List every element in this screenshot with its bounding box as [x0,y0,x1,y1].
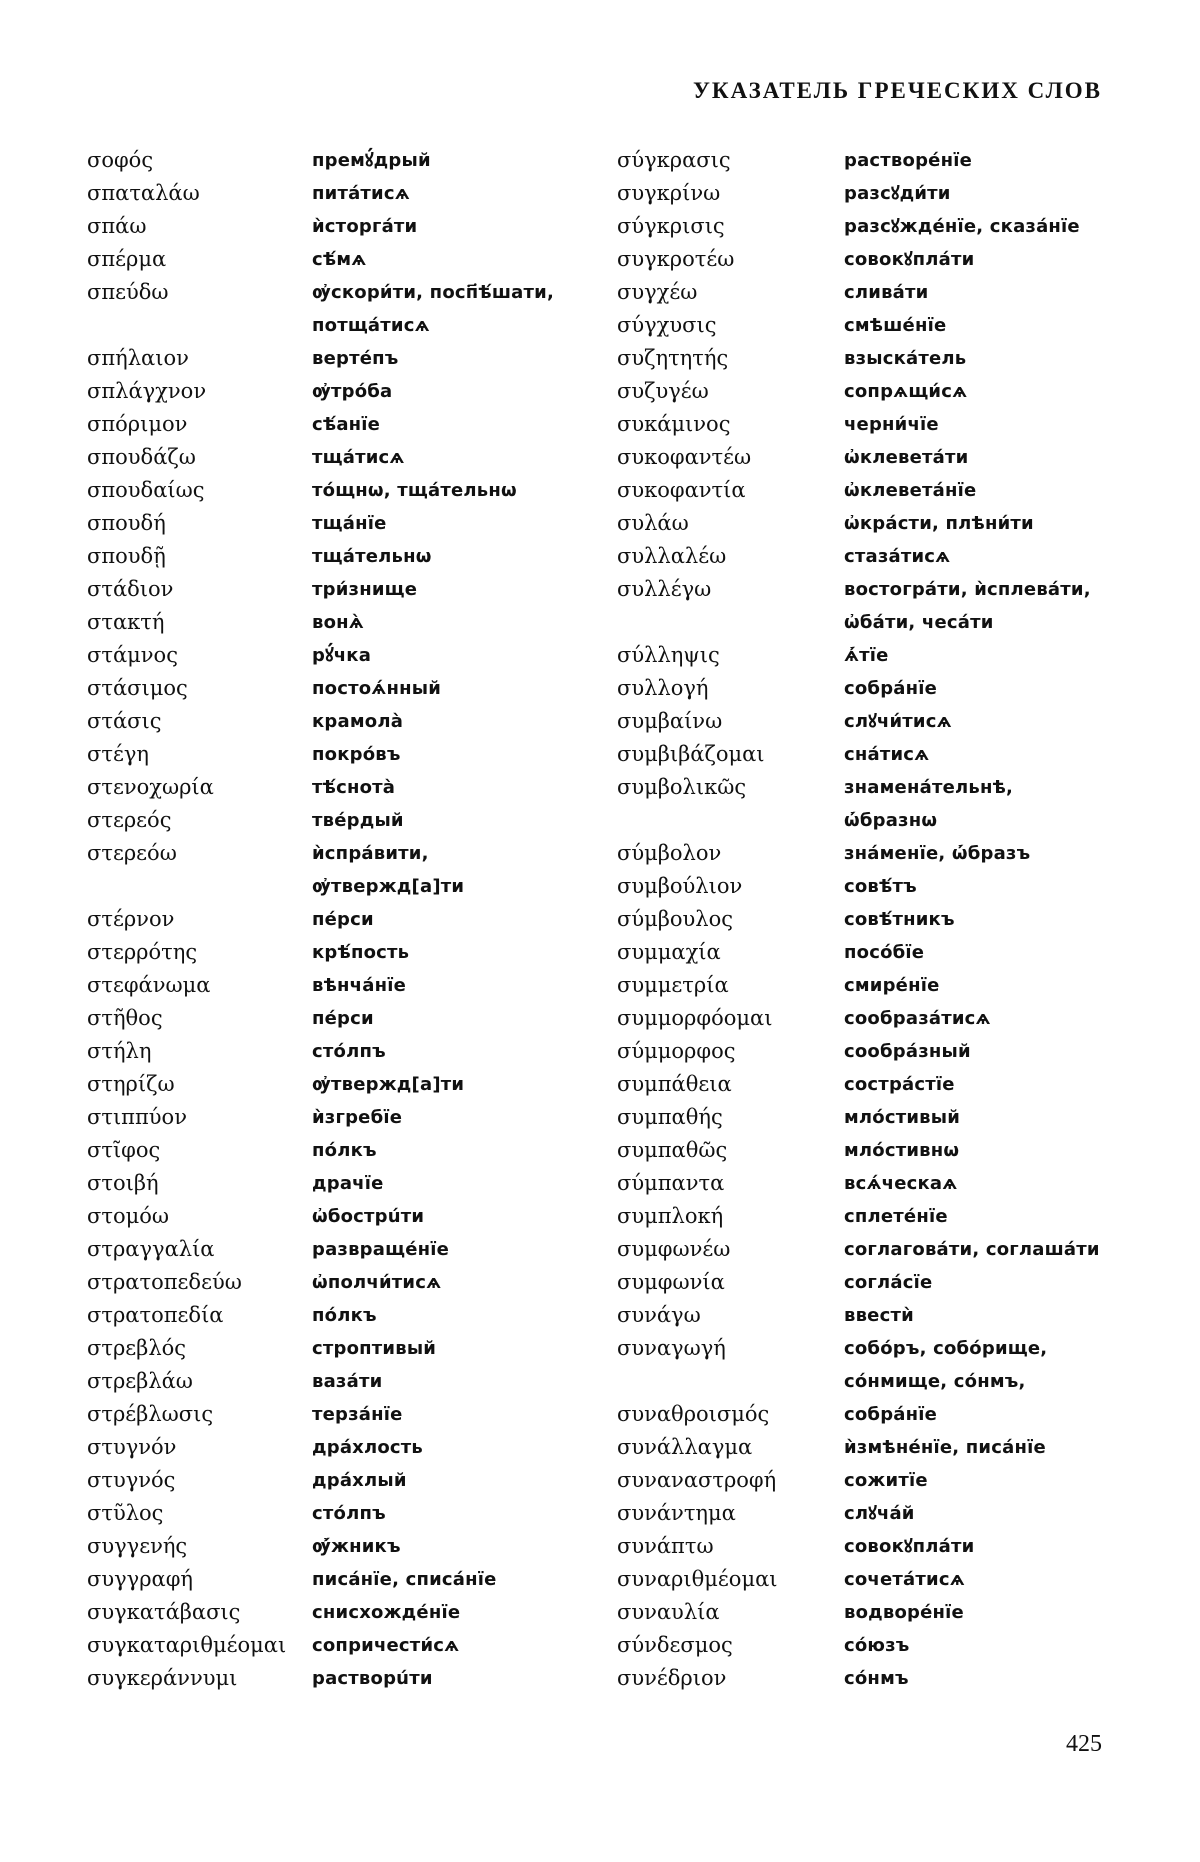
slavonic-gloss: дрáхлость [312,1437,424,1458]
greek-word: συκάμινος [617,412,731,436]
slavonic-gloss: ѹ҆твержд[а]ти [312,1074,465,1095]
slavonic-gloss: стóлпъ [312,1503,386,1524]
slavonic-gloss: сопричести́сѧ [312,1635,460,1656]
greek-word: συμμαχία [617,940,721,964]
slavonic-gloss: ѹ҆́жникъ [312,1536,401,1557]
greek-word: σύμπαντα [617,1171,725,1195]
slavonic-gloss: строптивый [312,1338,437,1359]
greek-word: συμβαίνω [617,709,723,733]
greek-word: συλάω [617,511,689,535]
slavonic-gloss: соглаговáти, соглашáти [844,1239,1100,1260]
greek-word: σύνδεσμος [617,1633,733,1657]
greek-word: σπαταλάω [87,181,200,205]
greek-word: στυγνόν [87,1435,177,1459]
slavonic-gloss: собрáнїе [844,678,938,699]
greek-word [617,1365,778,1398]
slavonic-gloss: слꙋчáй [844,1503,915,1524]
greek-word: συζυγέω [617,379,709,403]
slavonic-gloss: смѣшéнїе [844,315,947,336]
greek-word: στάσις [87,709,162,733]
greek-word: σύμμορφος [617,1039,736,1063]
slavonic-gloss: тѣ́снота̀ [312,777,396,798]
slavonic-gloss: ввестѝ [844,1305,914,1326]
slavonic-gloss: тщáтельнѡ [312,546,432,567]
slavonic-gloss: ѹ҆твержд[а]ти [312,876,465,897]
greek-word: συγκατάβασις [87,1600,241,1624]
greek-word: σύμβουλος [617,907,734,931]
greek-word: στήλη [87,1039,152,1063]
greek-word: στρέβλωσις [87,1402,214,1426]
greek-word: σύγκρισις [617,214,725,238]
slavonic-gloss: собóръ, собóрище, [844,1338,1048,1359]
greek-word: συκοφαντία [617,478,746,502]
slavonic-gloss: сообразáтисѧ [844,1008,991,1029]
slavonic-gloss: знáменїе, ѡ҆́бразъ [844,843,1031,864]
greek-word: στρεβλός [87,1336,187,1360]
slavonic-gloss: ѹ҆тро́ба [312,381,393,402]
slavonic-gloss: млóстивый [844,1107,961,1128]
slavonic-gloss: постоѧ́нный [312,678,442,699]
slavonic-gloss: терзáнїе [312,1404,403,1425]
greek-word: συνάγω [617,1303,701,1327]
greek-word: στάμνος [87,643,178,667]
slavonic-gloss: смирéнїе [844,975,940,996]
slavonic-gloss: ѝспрáвити, [312,843,429,864]
greek-word: συγχέω [617,280,698,304]
slavonic-gloss: сообрáзный [844,1041,971,1062]
slavonic-gloss: совѣ́тъ [844,876,917,897]
slavonic-gloss: сóюзъ [844,1635,910,1656]
slavonic-gloss: ѝзгребїе [312,1107,403,1128]
greek-word: συμμορφόομαι [617,1006,773,1030]
greek-word: συναναστροφή [617,1468,777,1492]
slavonic-gloss: ѡ҆клеветáнїе [844,480,977,501]
slavonic-gloss: тóщнѡ, тщáтельнѡ [312,480,517,501]
slavonic-gloss: востогрáти, ѝсплевáти, [844,579,1091,600]
greek-word: συγκεράννυμι [87,1666,238,1690]
slavonic-gloss: крѣ́пость [312,942,410,963]
greek-word: συνάλλαγμα [617,1435,753,1459]
greek-word: στῖφος [87,1138,161,1162]
slavonic-gloss: ѡ҆полчи́тисѧ [312,1272,442,1293]
greek-word: σύγχυσις [617,313,717,337]
slavonic-gloss: драчїе [312,1173,384,1194]
greek-word: συζητητής [617,346,729,370]
greek-word: σπουδάζω [87,445,196,469]
slavonic-gloss: ѝзмѣнéнїе, писáнїе [844,1437,1046,1458]
slavonic-gloss: слива́ти [844,282,929,303]
slavonic-gloss: тща́тисѧ [312,447,405,468]
slavonic-gloss: сопрѧщи́сѧ [844,381,968,402]
slavonic-gloss: посóбїе [844,942,925,963]
greek-word: στυγνός [87,1468,176,1492]
column-greek-left [87,144,286,1695]
slavonic-gloss: ѝсторгáти [312,216,418,237]
column-slavonic-right [844,144,1100,1695]
greek-word: σπόριμον [87,412,188,436]
slavonic-gloss: совѣ́тникъ [844,909,955,930]
slavonic-gloss: три́знище [312,579,418,600]
greek-word: συναριθμέομαι [617,1567,778,1591]
running-header: УКАЗАТЕЛЬ ГРЕЧЕСКИХ СЛОВ [693,78,1102,103]
greek-word: συμμετρία [617,973,729,997]
greek-word [617,606,778,639]
greek-word: στεφάνωμα [87,973,211,997]
slavonic-gloss: собрáнїе [844,1404,938,1425]
slavonic-gloss: черни́чїе [844,414,939,435]
greek-word [87,309,286,342]
slavonic-gloss: тщáнїе [312,513,387,534]
greek-word: στιππύον [87,1105,187,1129]
greek-word: συκοφαντέω [617,445,752,469]
slavonic-gloss: сочетáтисѧ [844,1569,965,1590]
slavonic-gloss: пéрси [312,909,374,930]
greek-word: συναθροισμός [617,1402,770,1426]
slavonic-gloss: стóлпъ [312,1041,386,1062]
greek-word: στάσιμος [87,676,188,700]
slavonic-gloss: ѹ҆скори́ти, посп҃ѣ́шати, [312,282,554,303]
slavonic-gloss: рꙋ́чка [312,645,372,666]
greek-word: στραγγαλία [87,1237,215,1261]
slavonic-gloss: совокꙋплáти [844,249,975,270]
slavonic-gloss: премꙋ́дрый [312,150,431,171]
slavonic-gloss: сострáстїе [844,1074,955,1095]
greek-word: σπέρμα [87,247,167,271]
slavonic-gloss: писáнїе, списáнїе [312,1569,497,1590]
slavonic-gloss: пóлкъ [312,1140,377,1161]
slavonic-gloss: питáтисѧ [312,183,410,204]
greek-word: συμβούλιον [617,874,743,898]
slavonic-gloss: растворéнїе [844,150,972,171]
greek-word: συνάπτω [617,1534,714,1558]
greek-word: στῦλος [87,1501,164,1525]
greek-word: συμφωνία [617,1270,725,1294]
column-greek-right [617,144,778,1695]
greek-word: στενοχωρία [87,775,214,799]
greek-word: συμπαθής [617,1105,723,1129]
slavonic-gloss: пéрси [312,1008,374,1029]
greek-word: σύμβολον [617,841,722,865]
greek-word: συμπαθῶς [617,1138,728,1162]
slavonic-gloss: сплетéнїе [844,1206,948,1227]
slavonic-gloss: пóлкъ [312,1305,377,1326]
slavonic-gloss: ѡ҆бáти, чесáти [844,612,994,633]
slavonic-gloss: снáтисѧ [844,744,930,765]
greek-word: συνέδριον [617,1666,727,1690]
greek-word: σπεύδω [87,280,169,304]
slavonic-gloss: сѣ́мѧ [312,249,367,270]
greek-word: σπήλαιον [87,346,189,370]
slavonic-gloss: взыскáтель [844,348,967,369]
greek-word: σοφός [87,148,154,172]
greek-word: στέρνον [87,907,175,931]
greek-word: σύλληψις [617,643,720,667]
slavonic-gloss: млóстивнѡ [844,1140,960,1161]
slavonic-gloss: вонѧ̀ [312,612,364,633]
slavonic-gloss: ѧ҆́тїе [844,645,889,666]
greek-word: συγγραφή [87,1567,194,1591]
greek-word: στακτή [87,610,165,634]
slavonic-gloss: потща́тисѧ [312,315,430,336]
greek-word: συγκροτέω [617,247,735,271]
greek-word: συναγωγή [617,1336,726,1360]
greek-word: σπουδαίως [87,478,205,502]
slavonic-gloss: вѣнчáнїе [312,975,406,996]
slavonic-gloss: всѧ́ческаѧ [844,1173,958,1194]
slavonic-gloss: сѣ́анїе [312,414,381,435]
slavonic-gloss: твéрдый [312,810,404,831]
slavonic-gloss: крамолà [312,711,404,732]
slavonic-gloss: ѡ҆клеветáти [844,447,969,468]
greek-word: στερεόω [87,841,177,865]
slavonic-gloss: покрóвъ [312,744,401,765]
greek-word: σπουδή [87,511,166,535]
slavonic-gloss: знаменáтельнѣ, [844,777,1014,798]
slavonic-gloss: дрáхлый [312,1470,407,1491]
slavonic-gloss: сожитїе [844,1470,928,1491]
greek-word: σύγκρασις [617,148,731,172]
slavonic-gloss: стазáтисѧ [844,546,951,567]
greek-word [87,870,286,903]
slavonic-gloss: соглáсїе [844,1272,933,1293]
slavonic-gloss: развращéнїе [312,1239,450,1260]
greek-word: σπλάγχνον [87,379,207,403]
column-slavonic-left [312,144,554,1695]
slavonic-gloss: совокꙋплáти [844,1536,975,1557]
greek-word: συμπάθεια [617,1072,732,1096]
greek-word: στομόω [87,1204,170,1228]
greek-word: συμβολικῶς [617,775,747,799]
greek-word: στερεός [87,808,172,832]
greek-word: συνάντημα [617,1501,736,1525]
slavonic-gloss: вертéпъ [312,348,399,369]
greek-word: σπάω [87,214,147,238]
greek-word: συμβιβάζομαι [617,742,765,766]
greek-word: συλλογή [617,676,709,700]
slavonic-gloss: сóнмище, сóнмъ, [844,1371,1026,1392]
slavonic-gloss: вазáти [312,1371,383,1392]
greek-word: συγγενής [87,1534,188,1558]
page-number: 425 [1066,1731,1102,1757]
slavonic-gloss: слꙋчи́тисѧ [844,711,952,732]
greek-word: στηρίζω [87,1072,175,1096]
greek-word: συμφωνέω [617,1237,731,1261]
greek-word [617,804,778,837]
greek-word: σπουδῇ [87,544,166,568]
greek-word: συλλαλέω [617,544,727,568]
slavonic-gloss: ѡ҆крáсти, плѣни́ти [844,513,1034,534]
slavonic-gloss: водворéнїе [844,1602,964,1623]
greek-word: στρατοπεδία [87,1303,224,1327]
greek-word: συλλέγω [617,577,712,601]
slavonic-gloss: сóнмъ [844,1668,909,1689]
slavonic-gloss: ѡ҆бострúти [312,1206,425,1227]
greek-word: στοιβή [87,1171,159,1195]
greek-word: στέγη [87,742,149,766]
slavonic-gloss: разсꙋди́ти [844,183,951,204]
greek-word: συμπλοκή [617,1204,724,1228]
greek-word: στρατοπεδεύω [87,1270,242,1294]
slavonic-gloss: разсꙋждéнїе, сказáнїе [844,216,1080,237]
slavonic-gloss: растворúти [312,1668,433,1689]
slavonic-gloss: снисхождéнїе [312,1602,461,1623]
greek-word: συγκαταριθμέομαι [87,1633,287,1657]
greek-word: συναυλία [617,1600,720,1624]
slavonic-gloss: ѡ҆́бразнѡ [844,810,938,831]
greek-word: στρεβλάω [87,1369,193,1393]
greek-word: στάδιον [87,577,174,601]
greek-word: συγκρίνω [617,181,721,205]
greek-word: στῆθος [87,1006,163,1030]
greek-word: στερρότης [87,940,198,964]
